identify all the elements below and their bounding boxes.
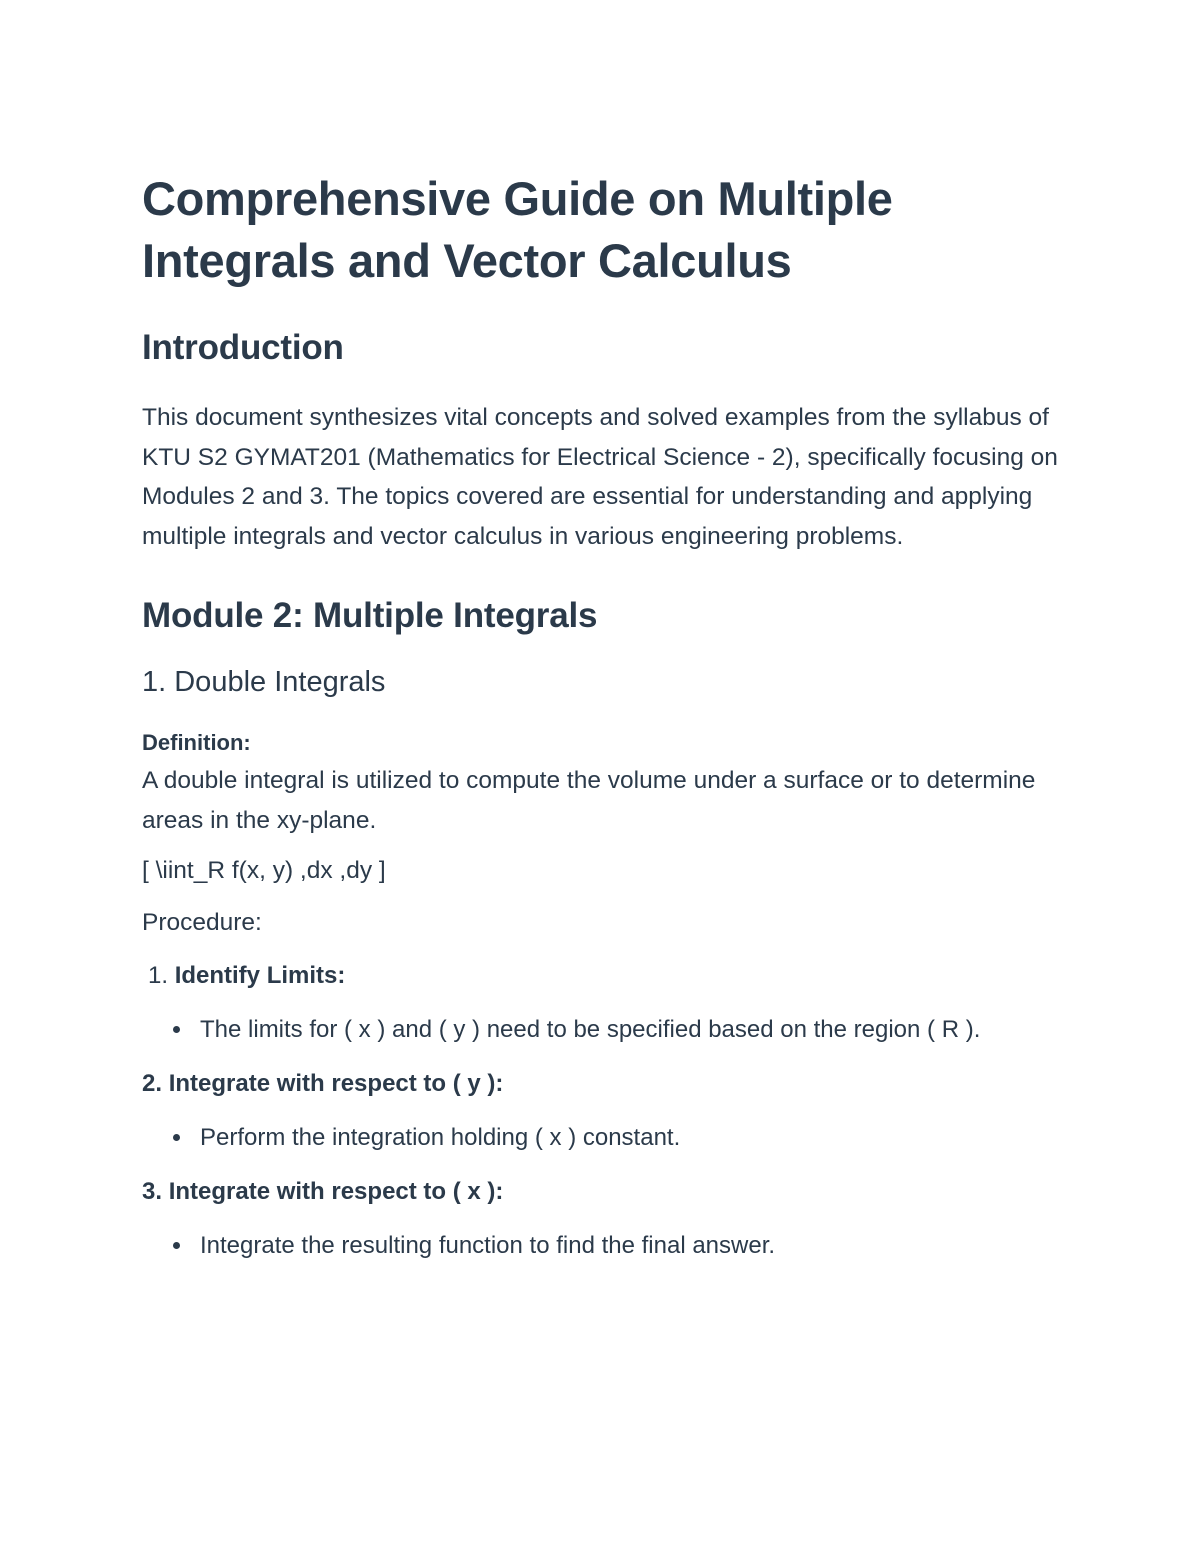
step-number: 1. bbox=[148, 962, 169, 989]
definition-text: A double integral is utilized to compute the volume under a surface or to determine areas in the xy-plane. bbox=[142, 767, 1036, 834]
procedure-step bbox=[142, 1066, 1062, 1157]
step-bullets bbox=[142, 1118, 1062, 1157]
procedure-step bbox=[142, 958, 1062, 1049]
definition-label: Definition: bbox=[142, 730, 251, 755]
procedure-steps bbox=[142, 958, 1062, 1265]
step-number: 3. bbox=[142, 1178, 163, 1205]
bullet-item bbox=[200, 1226, 1062, 1265]
step-title: Identify Limits: bbox=[174, 962, 346, 989]
document-page bbox=[142, 168, 1062, 1265]
procedure-step bbox=[142, 1174, 1062, 1265]
module-2-heading: Module 2: Multiple Integrals bbox=[142, 596, 598, 635]
introduction-paragraph: This document synthesizes vital concepts and solved examples from the syllabus of KTU S2 GYMAT201 (Mathematics for Electrical Science - 2), specifically focusing on Modules 2 and 3. The topics covered are essential for understanding and applying multiple integrals and vector calculus in various engineering problems. bbox=[142, 404, 1058, 550]
double-integral-formula: [ \iint_R f(x, y) ,dx ,dy ] bbox=[142, 857, 386, 884]
step-bullets bbox=[142, 1010, 1062, 1049]
bullet-item bbox=[200, 1010, 1062, 1049]
page-title: Comprehensive Guide on Multiple Integrals and Vector Calculus bbox=[142, 172, 893, 287]
bullet-text: The limits for ( x ) and ( y ) need to be specified based on the region ( R ). bbox=[200, 1016, 981, 1043]
step-heading bbox=[142, 958, 1062, 994]
bullet-text: Integrate the resulting function to find the final answer. bbox=[200, 1232, 776, 1259]
bullet-item bbox=[200, 1118, 1062, 1157]
step-title: Integrate with respect to ( y ): bbox=[168, 1070, 504, 1097]
bullet-dot-icon bbox=[173, 1026, 180, 1033]
double-integrals-heading: 1. Double Integrals bbox=[142, 666, 386, 698]
bullet-dot-icon bbox=[173, 1242, 180, 1249]
step-heading bbox=[142, 1066, 1062, 1102]
procedure-label: Procedure: bbox=[142, 909, 262, 936]
bullet-dot-icon bbox=[173, 1134, 180, 1141]
bullet-text: Perform the integration holding ( x ) constant. bbox=[200, 1124, 681, 1151]
step-number: 2. bbox=[142, 1070, 163, 1097]
step-title: Integrate with respect to ( x ): bbox=[168, 1178, 504, 1205]
step-heading bbox=[142, 1174, 1062, 1210]
step-bullets bbox=[142, 1226, 1062, 1265]
introduction-heading: Introduction bbox=[142, 328, 344, 367]
